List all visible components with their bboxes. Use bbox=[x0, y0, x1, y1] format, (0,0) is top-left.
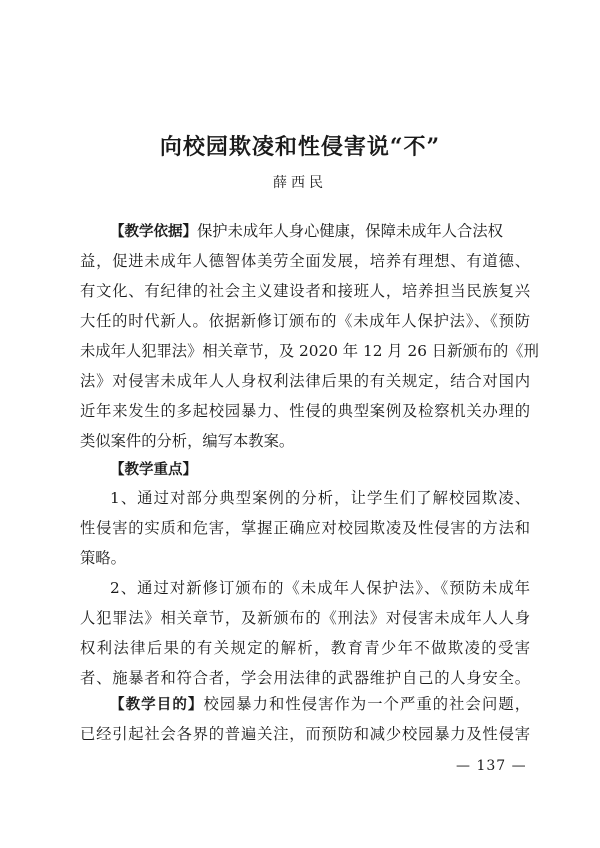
page-number: — 137 — bbox=[456, 758, 527, 774]
paragraph-line: 1、通过对部分典型案例的分析，让学生们了解校园欺凌、 bbox=[110, 489, 530, 507]
paragraph-line: 近年来发生的多起校园暴力、性侵的典型案例及检察机关办理的 bbox=[80, 402, 530, 420]
paragraph-line: 性侵害的实质和危害，掌握正确应对校园欺凌及性侵害的方法和 bbox=[80, 519, 530, 537]
section-label-focus: 【教学重点】 bbox=[110, 462, 197, 478]
paragraph-line: 未成年人犯罪法》相关章节，及 2020 年 12 月 26 日新颁布的《刑 bbox=[80, 342, 539, 360]
paragraph-line: 人犯罪法》相关章节，及新颁布的《刑法》对侵害未成年人人身 bbox=[80, 609, 530, 627]
paragraph-line: 者、施暴者和符合者，学会用法律的武器维护自己的人身安全。 bbox=[80, 669, 530, 687]
page-title: 向校园欺凌和性侵害说“不” bbox=[159, 134, 441, 160]
paragraph-line: 已经引起社会各界的普遍关注，而预防和减少校园暴力及性侵害 bbox=[80, 725, 530, 743]
paragraph-line bbox=[110, 694, 530, 715]
line-text: 校园暴力和性侵害作为一个严重的社会问题， bbox=[203, 695, 530, 713]
line-text: 保护未成年人身心健康，保障未成年人合法权 bbox=[197, 222, 503, 240]
paragraph-line bbox=[110, 221, 530, 242]
paragraph-line: 法》对侵害未成年人人身权利法律后果的有关规定，结合对国内 bbox=[80, 372, 530, 390]
author-name: 薛西民 bbox=[273, 175, 327, 191]
section-heading bbox=[110, 459, 530, 480]
paragraph-line: 类似案件的分析，编写本教案。 bbox=[80, 432, 295, 450]
paragraph-line: 策略。 bbox=[80, 549, 126, 567]
paragraph-line: 大任的时代新人。依据新修订颁布的《未成年人保护法》、《预防 bbox=[80, 312, 530, 330]
paragraph-line: 益，促进未成年人德智体美劳全面发展，培养有理想、有道德、 bbox=[80, 252, 530, 270]
paragraph-line: 有文化、有纪律的社会主义建设者和接班人，培养担当民族复兴 bbox=[80, 282, 530, 300]
section-label-goal: 【教学目的】 bbox=[110, 697, 204, 713]
paragraph-line: 权利法律后果的有关规定的解析，教育青少年不做欺凌的受害 bbox=[80, 639, 530, 657]
section-label-basis: 【教学依据】 bbox=[110, 224, 197, 240]
paragraph-line: 2、通过对新修订颁布的《未成年人保护法》、《预防未成年 bbox=[110, 579, 530, 597]
